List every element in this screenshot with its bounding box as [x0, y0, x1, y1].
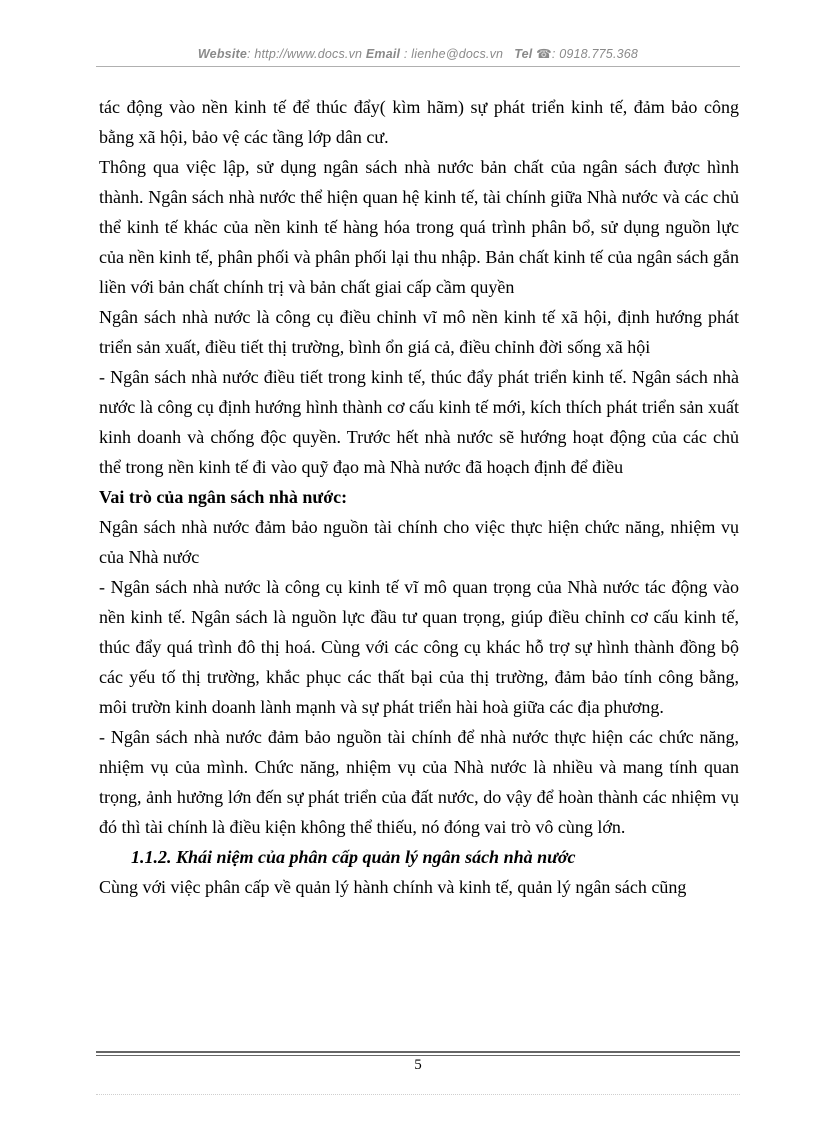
- subsection-heading: 1.1.2. Khái niệm của phân cấp quản lý ngân sách nhà nước: [131, 847, 576, 867]
- paragraph: - Ngân sách nhà nước đảm bảo nguồn tài chính để nhà nước thực hiện các chức năng, nhiệm vụ của mình. Chức năng, nhiệm vụ của Nhà nước là nhiều và mang tính quan trọng, ảnh hưởng lớn đến sự phát triển của đất nước, do vậy để hoàn thành các nhiệm vụ đó thì tài chính là điều kiện không thể thiếu, nó đóng vai trò vô cùng lớn.: [99, 727, 739, 837]
- paragraph: Thông qua việc lập, sử dụng ngân sách nhà nước bản chất của ngân sách được hình thành. Ngân sách nhà nước thể hiện quan hệ kinh tế, tài chính giữa Nhà nước và các chủ thể kinh tế khác của nền kinh tế hàng hóa trong quá trình phân bổ, sử dụng nguồn lực của nền kinh tế, phân phối và phân phối lại thu nhập. Bản chất kinh tế của ngân sách gắn liền với bản chất chính trị và bản chất giai cấp cầm quyền: [99, 157, 739, 297]
- paragraph: Cùng với việc phân cấp về quản lý hành chính và kinh tế, quản lý ngân sách cũng: [99, 877, 687, 897]
- section-heading: Vai trò của ngân sách nhà nước:: [99, 487, 348, 507]
- footer-divider-top: [96, 1051, 740, 1053]
- website-value: : http://www.docs.vn: [247, 47, 363, 61]
- paragraph: - Ngân sách nhà nước điều tiết trong kinh tế, thúc đẩy phát triển kinh tế. Ngân sách nhà nước là công cụ định hướng hình thành cơ cấu kinh tế mới, kích thích phát triển sản xuất kinh doanh và chống độc quyền. Trước hết nhà nước sẽ hướng hoạt động của các chủ thể trong nền kinh tế đi vào quỹ đạo mà Nhà nước đã hoạch định để điều: [99, 367, 739, 477]
- page-bottom-border: [96, 1094, 740, 1095]
- document-body: [99, 92, 739, 902]
- page-header: [96, 46, 740, 66]
- page-number: 5: [414, 1057, 422, 1073]
- website-label: Website: [197, 47, 248, 61]
- header-divider: [96, 66, 740, 67]
- email-label: Email: [365, 47, 401, 61]
- email-value: : lienhe@docs.vn: [400, 47, 504, 61]
- paragraph: Ngân sách nhà nước đảm bảo nguồn tài chính cho việc thực hiện chức năng, nhiệm vụ của Nhà nước: [99, 517, 739, 567]
- phone-label: Tel ☎: [514, 47, 552, 61]
- phone-value: : 0918.775.368: [551, 47, 639, 61]
- paragraph: tác động vào nền kinh tế để thúc đẩy( kìm hãm) sự phát triển kinh tế, đảm bảo công bằng xã hội, bảo vệ các tầng lớp dân cư.: [99, 97, 739, 147]
- paragraph: Ngân sách nhà nước là công cụ điều chỉnh vĩ mô nền kinh tế xã hội, định hướng phát triển sản xuất, điều tiết thị trường, bình ổn giá cả, điều chỉnh đời sống xã hội: [99, 307, 739, 357]
- paragraph: - Ngân sách nhà nước là công cụ kinh tế vĩ mô quan trọng của Nhà nước tác động vào nền kinh tế. Ngân sách là nguồn lực đầu tư quan trọng, giúp điều chỉnh cơ cấu kinh tế, thúc đẩy quá trình đô thị hoá. Cùng với các công cụ khác hỗ trợ sự hình thành đồng bộ các yếu tố thị trường, khắc phục các thất bại của thị trường, đảm bảo tính công bằng, môi trườn kinh doanh lành mạnh và sự phát triển hài hoà giữa các địa phương.: [99, 577, 739, 717]
